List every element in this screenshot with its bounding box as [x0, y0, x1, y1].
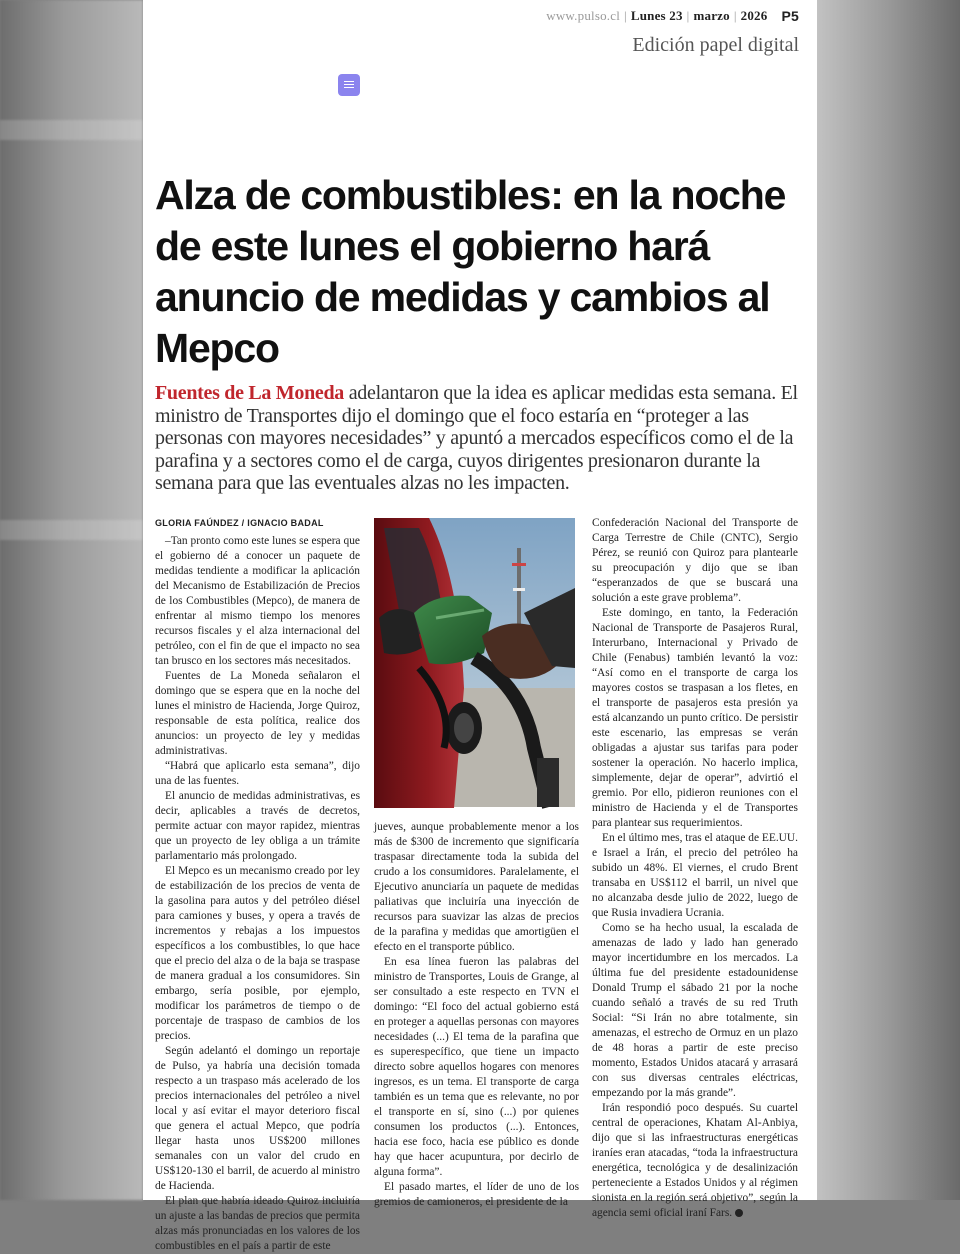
background-left [0, 0, 143, 1200]
paragraph: El plan que habría ideado Quiroz incluiría un ajuste a las bandas de precios que permita alzas más pronunciadas en los valores de los combustibles en el país a partir de este [155, 1195, 360, 1252]
paragraph: Confederación Nacional del Transporte de Carga Terrestre de Chile (CNTC), Sergio Pérez, se reunió con Quiroz para plantearle su preocupación y dijo que se iban “esperanzados de que se buscará una solución a este grave problema”. [592, 517, 798, 604]
paragraph: En el último mes, tras el ataque de EE.UU. e Israel a Irán, el precio del petróleo ha subido un 48%. El viernes, el crudo Brent transaba en US$112 el barril, un nivel que no alcanzaba desde julio de 2022, luego de que Rusia invadiera Ucrania. [592, 832, 798, 919]
paragraph: jueves, aunque probablemente menor a los más de $300 de incremento que significaría traspasar directamente toda la subida del crudo a los consumidores. Paralelamente, el Ejecutivo anunciaría un paquete de medidas paliativas que incluiría una inyección de recursos para suavizar las alzas de precios de la parafina y medidas que amortigüen el efecto en el transporte público. [374, 821, 579, 953]
masthead [546, 8, 799, 24]
background-right [817, 0, 960, 1200]
paragraph: El Mepco es un mecanismo creado por ley de estabilización de los precios de venta de la gasolina para autos y del petróleo diésel para camiones y buses, y opera a través de incrementos y rebajas a los impuestos específicos a los combustibles, lo que hace que el precio del alza o de la baja se traspase de manera gradual a los consumidores. Sin embargo, sería posible, por ejemplo, modificar los parámetros de tiempo o de porcentaje de traspaso de cambios de los precios. [155, 865, 360, 1042]
document-icon-button[interactable] [338, 74, 360, 96]
masthead-year: 2026 [740, 8, 768, 23]
lede [155, 382, 805, 495]
paragraph-text: Irán respondió poco después. Su cuartel central de operaciones, Khatam Al-Anbiya, dijo que si las infraestructuras energéticas iraníes eran atacadas, “toda la infraestructura energética, tecnológica y de desalinización perteneciente a Estados Unidos y al régimen sionista en la región será objetivo”, según la agencia semi oficial iraní Fars. [592, 1102, 798, 1219]
masthead-day: Lunes 23 [630, 8, 683, 23]
masthead-month: marzo [693, 8, 730, 23]
newspaper-page [143, 0, 817, 1252]
background-band [0, 120, 143, 140]
paragraph: –Tan pronto como este lunes se espera que el gobierno dé a conocer un paquete de medidas tendiente a modificar la aplicación del Mecanismo de Estabilización de Precios de los Combustibles (Mepco), de manera de enfrentar al mismo tiempo los menores recursos fiscales y el alza internacional del petróleo, con el fin de que el impacto no sea tan brusco en los sectores más necesitados. [155, 535, 360, 667]
article-column-3 [592, 516, 798, 1221]
article-column-2 [374, 820, 579, 1210]
lede-kicker: Fuentes de La Moneda [155, 382, 345, 404]
paragraph: Fuentes de La Moneda señalaron el domingo que se espera que en la noche del lunes el ministro de Hacienda, Jorge Quiroz, responsable de esta política, realice dos anuncios: un proyecto de ley y medidas administrativas. [155, 670, 360, 757]
end-of-article-icon [735, 1209, 743, 1217]
paragraph-last [592, 1101, 798, 1221]
site-url: www.pulso.cl [546, 8, 621, 23]
article-column-1 [155, 516, 360, 1254]
masthead-separator: | [733, 8, 737, 23]
background-band [0, 520, 143, 540]
paragraph: El anuncio de medidas administrativas, es decir, aplicables a través de decretos, permite actuar con mayor rapidez, mientras que un proyecto de ley obliga a un trámite parlamentario más prolongado. [155, 790, 360, 862]
byline: GLORIA FAÚNDEZ / IGNACIO BADAL [155, 518, 324, 528]
page-number: P5 [781, 8, 799, 24]
masthead-separator: | [624, 8, 627, 23]
paragraph: El pasado martes, el líder de uno de los gremios de camioneros, el presidente de la [374, 1181, 579, 1208]
edition-label: Edición papel digital [632, 34, 799, 56]
masthead-separator: | [686, 8, 690, 23]
headline: Alza de combustibles: en la noche de este lunes el gobierno hará anuncio de medidas y cambios al Mepco [155, 172, 786, 371]
paragraph: Como se ha hecho usual, la escalada de amenazas de lado y lado han generado mayor incertidumbre en los mercados. La última fue del presidente estadounidense Donald Trump el sábado 21 por la noche cuando señaló a través de su red Truth Social: “Si Irán no abre totalmente, sin amenazas, el estrecho de Ormuz en un plazo de 48 horas a partir de este preciso momento, Estados Unidos atacará y arrasará con sus diversas centrales eléctricas, empezando por la más grande”. [592, 922, 798, 1099]
lede-text: adelantaron que la idea es aplicar medidas esta semana. El ministro de Transportes dijo el domingo que el foco estaría en “proteger a las personas con mayores necesidades” y apuntó a mercados específicos como el de la parafina y a sectores como el de carga, cuyos dirigentes presionaron durante la semana para que las eventuales alzas no les impacten. [155, 382, 798, 494]
fuel-nozzle-photo [374, 518, 575, 807]
paragraph: En esa línea fueron las palabras del ministro de Transportes, Louis de Grange, al ser consultado a este respecto en TVN el domingo: “El foco del actual gobierno está en proteger a aquellas personas con mayores necesidades (...) El tema de la parafina que es superespecífico, que tiene un impacto directo sobre aquellos hogares con menores ingresos, es un tema. El transporte de carga también es un tema que es relevante, no por el transporte en sí, sino (...) por quienes consumen los productos (...). Entonces, hacia ese foco, hacia ese público es donde hay que hacer acupuntura, por decirlo de alguna forma”. [374, 956, 579, 1178]
paragraph: “Habrá que aplicarlo esta semana”, dijo una de las fuentes. [155, 760, 360, 787]
article-photo [374, 518, 575, 807]
paragraph: Este domingo, en tanto, la Federación Nacional de Transporte de Pasajeros Rural, Interurbano, Internacional y Privado de Chile (Fenabus) también levantó la voz: “Así como en el transporte de carga los mayores costos se traspasan a los fletes, en el transporte de pasajeros esta presión ya está alcanzando un punto crítico. De persistir este escenario, las empresas se verán obligadas a ajustar sus tarifas para poder sostener la operación. No hacerlo implica, simplemente, dejar de operar”, advirtió el gremio. Por ello, pidieron reuniones con el ministro de Hacienda y el de Transportes para plantear sus requerimientos. [592, 607, 798, 829]
document-lines-icon [344, 81, 354, 89]
paragraph: Según adelantó el domingo un reportaje de Pulso, ya habría una decisión tomada respecto a un traspaso más acelerado de los precios internacionales del petróleo a nivel local y así evitar el mayor deterioro fiscal que genera el actual Mepco, que podría llegar hasta unos US$200 millones semanales con un valor del crudo en US$120-130 el barril, de acuerdo al ministro de Hacienda. [155, 1045, 360, 1192]
